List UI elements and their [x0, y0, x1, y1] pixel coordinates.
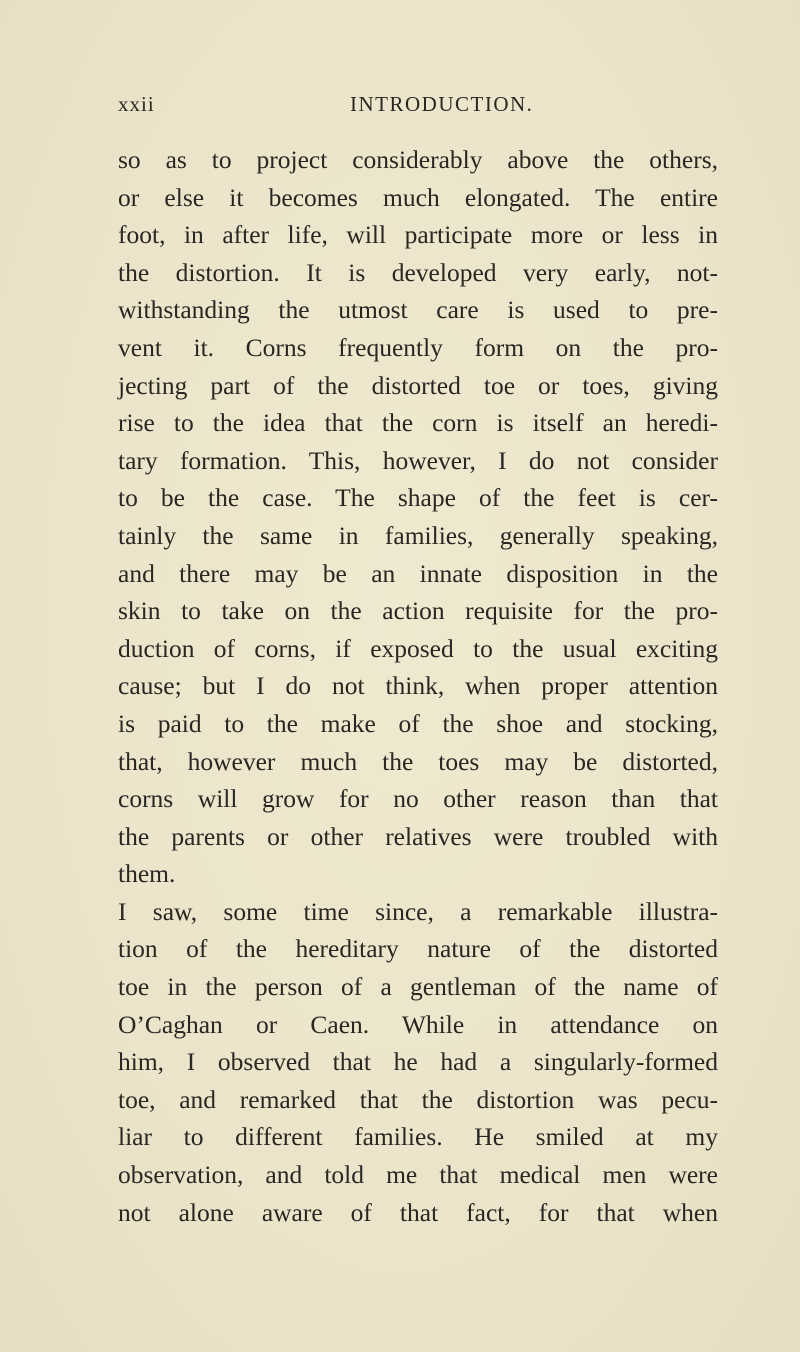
text-line: so as to project considerably above the others, — [118, 145, 718, 174]
text-line: tary formation. This, however, I do not consider — [118, 445, 718, 475]
page-number: xxii — [118, 92, 155, 116]
text-line: foot, in after life, will participate more or less in — [118, 220, 718, 250]
text-line: that, however much the toes may be distorted, — [118, 746, 718, 776]
text-line: is paid to the make of the shoe and stocking, — [118, 708, 718, 738]
text-line: I saw, some time since, a remarkable illustra- — [118, 896, 718, 926]
running-title: INTRODUCTION. — [350, 92, 534, 116]
text-line: him, I observed that he had a singularly-formed — [118, 1047, 718, 1077]
text-line: cause; but I do not think, when proper attention — [118, 671, 718, 701]
text-line: the parents or other relatives were troubled with — [118, 821, 718, 851]
text-line: jecting part of the distorted toe or toes, giving — [118, 370, 718, 400]
text-line: tion of the hereditary nature of the distorted — [118, 934, 718, 964]
text-line: to be the case. The shape of the feet is cer- — [118, 483, 718, 513]
text-line: corns will grow for no other reason than that — [118, 784, 718, 814]
text-line: liar to different families. He smiled at my — [118, 1122, 718, 1152]
text-line: withstanding the utmost care is used to pre- — [118, 295, 718, 325]
text-line: the distortion. It is developed very early, not- — [118, 257, 718, 287]
paragraph-end-line: them. — [118, 859, 176, 889]
running-head — [118, 92, 718, 122]
body-text — [118, 141, 718, 1231]
text-line: O’Caghan or Caen. While in attendance on — [118, 1009, 718, 1039]
text-line: observation, and told me that medical men were — [118, 1160, 718, 1190]
text-line: toe, and remarked that the distortion was pecu- — [118, 1084, 718, 1114]
text-line: rise to the idea that the corn is itself an heredi- — [118, 408, 718, 438]
text-line: tainly the same in families, generally speaking, — [118, 520, 718, 550]
text-line: vent it. Corns frequently form on the pro- — [118, 332, 718, 362]
text-line: toe in the person of a gentleman of the name of — [118, 972, 718, 1002]
text-line: or else it becomes much elongated. The entire — [118, 182, 718, 212]
text-line: skin to take on the action requisite for the pro- — [118, 596, 718, 626]
text-line: not alone aware of that fact, for that when — [118, 1197, 718, 1227]
text-line: and there may be an innate disposition in the — [118, 558, 718, 588]
text-line: duction of corns, if exposed to the usual exciting — [118, 633, 718, 663]
